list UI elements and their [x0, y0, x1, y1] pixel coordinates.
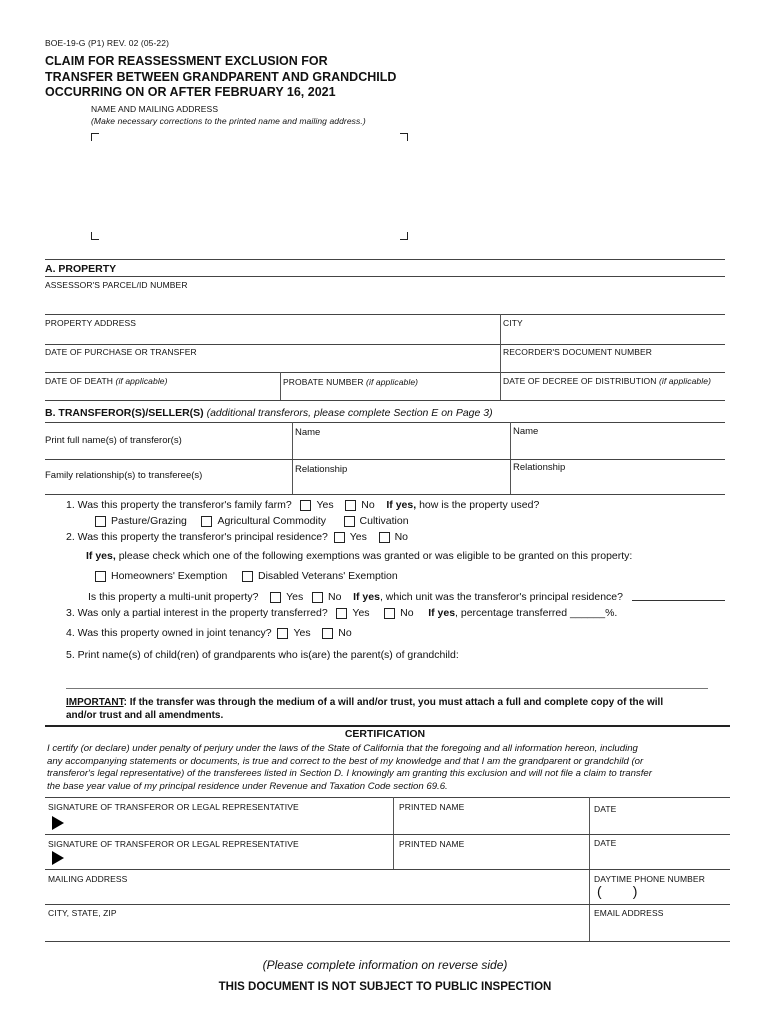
- phone-field[interactable]: ( ): [597, 883, 638, 899]
- name-2-label: Name: [513, 426, 539, 437]
- certification-text: I certify (or declare) under penalty of perjury under the laws of the State of California that the foregoing and all information hereon, including any accompanying statements or documents, is true and correct to the best of my knowledge and that I am the grandparent or grandchild (or transferor's legal representative) of the transferees listed in Section D. I knowingly am granting this exclusion and will not file a claim to transfer the base year value of my principal residence under Revenue and Taxation Code section 69.6.: [47, 743, 652, 792]
- mailing-block-note: (Make necessary corrections to the printed name and mailing address.): [91, 116, 366, 126]
- city-state-zip-label: CITY, STATE, ZIP: [48, 908, 117, 918]
- mailing-address-label: MAILING ADDRESS: [48, 874, 128, 884]
- form-code: BOE-19-G (P1) REV. 02 (05-22): [45, 38, 169, 48]
- corner-mark-top-right: [400, 133, 408, 141]
- reverse-side-note: (Please complete information on reverse side): [262, 958, 508, 972]
- probate-field[interactable]: [283, 388, 497, 400]
- cultivation-checkbox[interactable]: [344, 516, 355, 527]
- q2-no-checkbox[interactable]: [379, 532, 390, 543]
- q3-no-checkbox[interactable]: [384, 608, 395, 619]
- sign-here-arrow-2-icon: [52, 851, 64, 865]
- principal-unit-field[interactable]: [632, 600, 725, 601]
- exemption-options: Homeowners' Exemption Disabled Veterans' Exemption: [95, 570, 398, 582]
- question-4: 4. Was this property owned in joint tenancy? Yes No: [66, 627, 352, 640]
- question-2: 2. Was this property the transferor's principal residence? Yes No: [66, 531, 408, 544]
- title-line-2: TRANSFER BETWEEN GRANDPARENT AND GRANDCHILD: [45, 69, 397, 84]
- mailing-block-label: NAME AND MAILING ADDRESS: [91, 104, 219, 114]
- email-field[interactable]: [594, 919, 728, 939]
- death-date-field[interactable]: [45, 386, 277, 398]
- public-inspection-notice: THIS DOCUMENT IS NOT SUBJECT TO PUBLIC INSPECTION: [218, 981, 552, 993]
- name-address-area[interactable]: [100, 143, 395, 228]
- transferor-names-label: Print full name(s) of transferor(s): [45, 435, 182, 446]
- question-5: 5. Print name(s) of child(ren) of grandparents who is(are) the parent(s) of grandchild:: [66, 649, 459, 661]
- parcel-field[interactable]: [45, 291, 725, 313]
- relationship-1-field[interactable]: [295, 477, 505, 493]
- city-state-zip-field[interactable]: [48, 919, 586, 939]
- title-line-1: CLAIM FOR REASSESSMENT EXCLUSION FOR: [45, 54, 328, 68]
- certification-title: CERTIFICATION: [344, 728, 426, 740]
- name-1-label: Name: [295, 427, 321, 438]
- date-2-field[interactable]: [594, 850, 728, 868]
- corner-mark-top-left: [91, 133, 99, 141]
- multi-unit-yes-checkbox[interactable]: [270, 592, 281, 603]
- q4-yes-checkbox[interactable]: [277, 628, 288, 639]
- q4-no-checkbox[interactable]: [322, 628, 333, 639]
- relationship-1-label: Relationship: [295, 464, 348, 475]
- parcel-label: ASSESSOR'S PARCEL/ID NUMBER: [45, 280, 188, 290]
- parent-names-field[interactable]: [66, 665, 706, 685]
- question-2-followup: If yes, please check which one of the following exemptions was granted or was eligible to be granted on this property:: [86, 550, 633, 563]
- veterans-checkbox[interactable]: [242, 571, 253, 582]
- question-1: 1. Was this property the transferor's family farm? Yes No If yes, how is the property used?: [66, 499, 540, 512]
- signature-1-field[interactable]: [68, 813, 390, 833]
- date-2-label: DATE: [594, 838, 617, 848]
- date-1-label: DATE: [594, 804, 617, 814]
- question-3: 3. Was only a partial interest in the property transferred? Yes No If yes, percentage transferred ______%.: [66, 607, 618, 620]
- phone-label: DAYTIME PHONE NUMBER: [594, 874, 705, 884]
- family-relationship-label: Family relationship(s) to transferee(s): [45, 470, 203, 481]
- homeowners-checkbox[interactable]: [95, 571, 106, 582]
- agricultural-checkbox[interactable]: [201, 516, 212, 527]
- purchase-date-label: DATE OF PURCHASE OR TRANSFER: [45, 347, 197, 357]
- signature-1-label: SIGNATURE OF TRANSFEROR OR LEGAL REPRESENTATIVE: [48, 802, 299, 812]
- name-2-field[interactable]: [513, 440, 723, 458]
- mailing-address-field[interactable]: [48, 885, 586, 904]
- decree-date-label: DATE OF DECREE OF DISTRIBUTION (if applicable): [503, 376, 712, 386]
- city-label: CITY: [503, 318, 523, 328]
- decree-date-field[interactable]: [503, 387, 723, 399]
- printed-name-2-field[interactable]: [399, 850, 587, 868]
- farm-use-options: Pasture/Grazing Agricultural Commodity Cultivation: [95, 515, 409, 527]
- printed-name-1-label: PRINTED NAME: [399, 802, 465, 812]
- q3-yes-checkbox[interactable]: [336, 608, 347, 619]
- recorder-doc-label: RECORDER'S DOCUMENT NUMBER: [503, 347, 653, 357]
- q1-yes-checkbox[interactable]: [300, 500, 311, 511]
- q2-yes-checkbox[interactable]: [334, 532, 345, 543]
- property-address-label: PROPERTY ADDRESS: [45, 318, 137, 328]
- city-field[interactable]: [503, 329, 723, 343]
- property-address-field[interactable]: [45, 329, 495, 343]
- printed-name-1-field[interactable]: [399, 813, 587, 833]
- signature-2-label: SIGNATURE OF TRANSFEROR OR LEGAL REPRESENTATIVE: [48, 839, 299, 849]
- sign-here-arrow-icon: [52, 816, 64, 830]
- title-line-3: OCCURRING ON OR AFTER FEBRUARY 16, 2021: [45, 85, 336, 99]
- signature-2-field[interactable]: [68, 849, 390, 868]
- pasture-checkbox[interactable]: [95, 516, 106, 527]
- printed-name-2-label: PRINTED NAME: [399, 839, 465, 849]
- death-date-label: DATE OF DEATH (if applicable): [45, 376, 168, 386]
- important-notice: IMPORTANT: If the transfer was through the medium of a will and/or trust, you must attach a full and complete copy of the will and/or trust and all amendments.: [66, 697, 664, 721]
- recorder-doc-field[interactable]: [503, 358, 723, 372]
- corner-mark-bottom-right: [400, 232, 408, 240]
- relationship-2-label: Relationship: [513, 462, 566, 473]
- probate-label: PROBATE NUMBER (if applicable): [283, 377, 419, 387]
- section-b-title: B. TRANSFEROR(S)/SELLER(S) (additional transferors, please complete Section E on Page 3): [45, 407, 493, 419]
- corner-mark-bottom-left: [91, 232, 99, 240]
- q1-no-checkbox[interactable]: [345, 500, 356, 511]
- section-a-title: A. PROPERTY: [45, 263, 117, 275]
- name-1-field[interactable]: [295, 440, 505, 458]
- purchase-date-field[interactable]: [45, 358, 495, 372]
- form-title: [45, 54, 396, 101]
- relationship-2-field[interactable]: [513, 477, 723, 493]
- date-1-field[interactable]: [594, 815, 728, 833]
- email-label: EMAIL ADDRESS: [594, 908, 664, 918]
- multi-unit-question: Is this property a multi-unit property? Yes No If yes, which unit was the transferor's principal residence?: [88, 591, 623, 604]
- multi-unit-no-checkbox[interactable]: [312, 592, 323, 603]
